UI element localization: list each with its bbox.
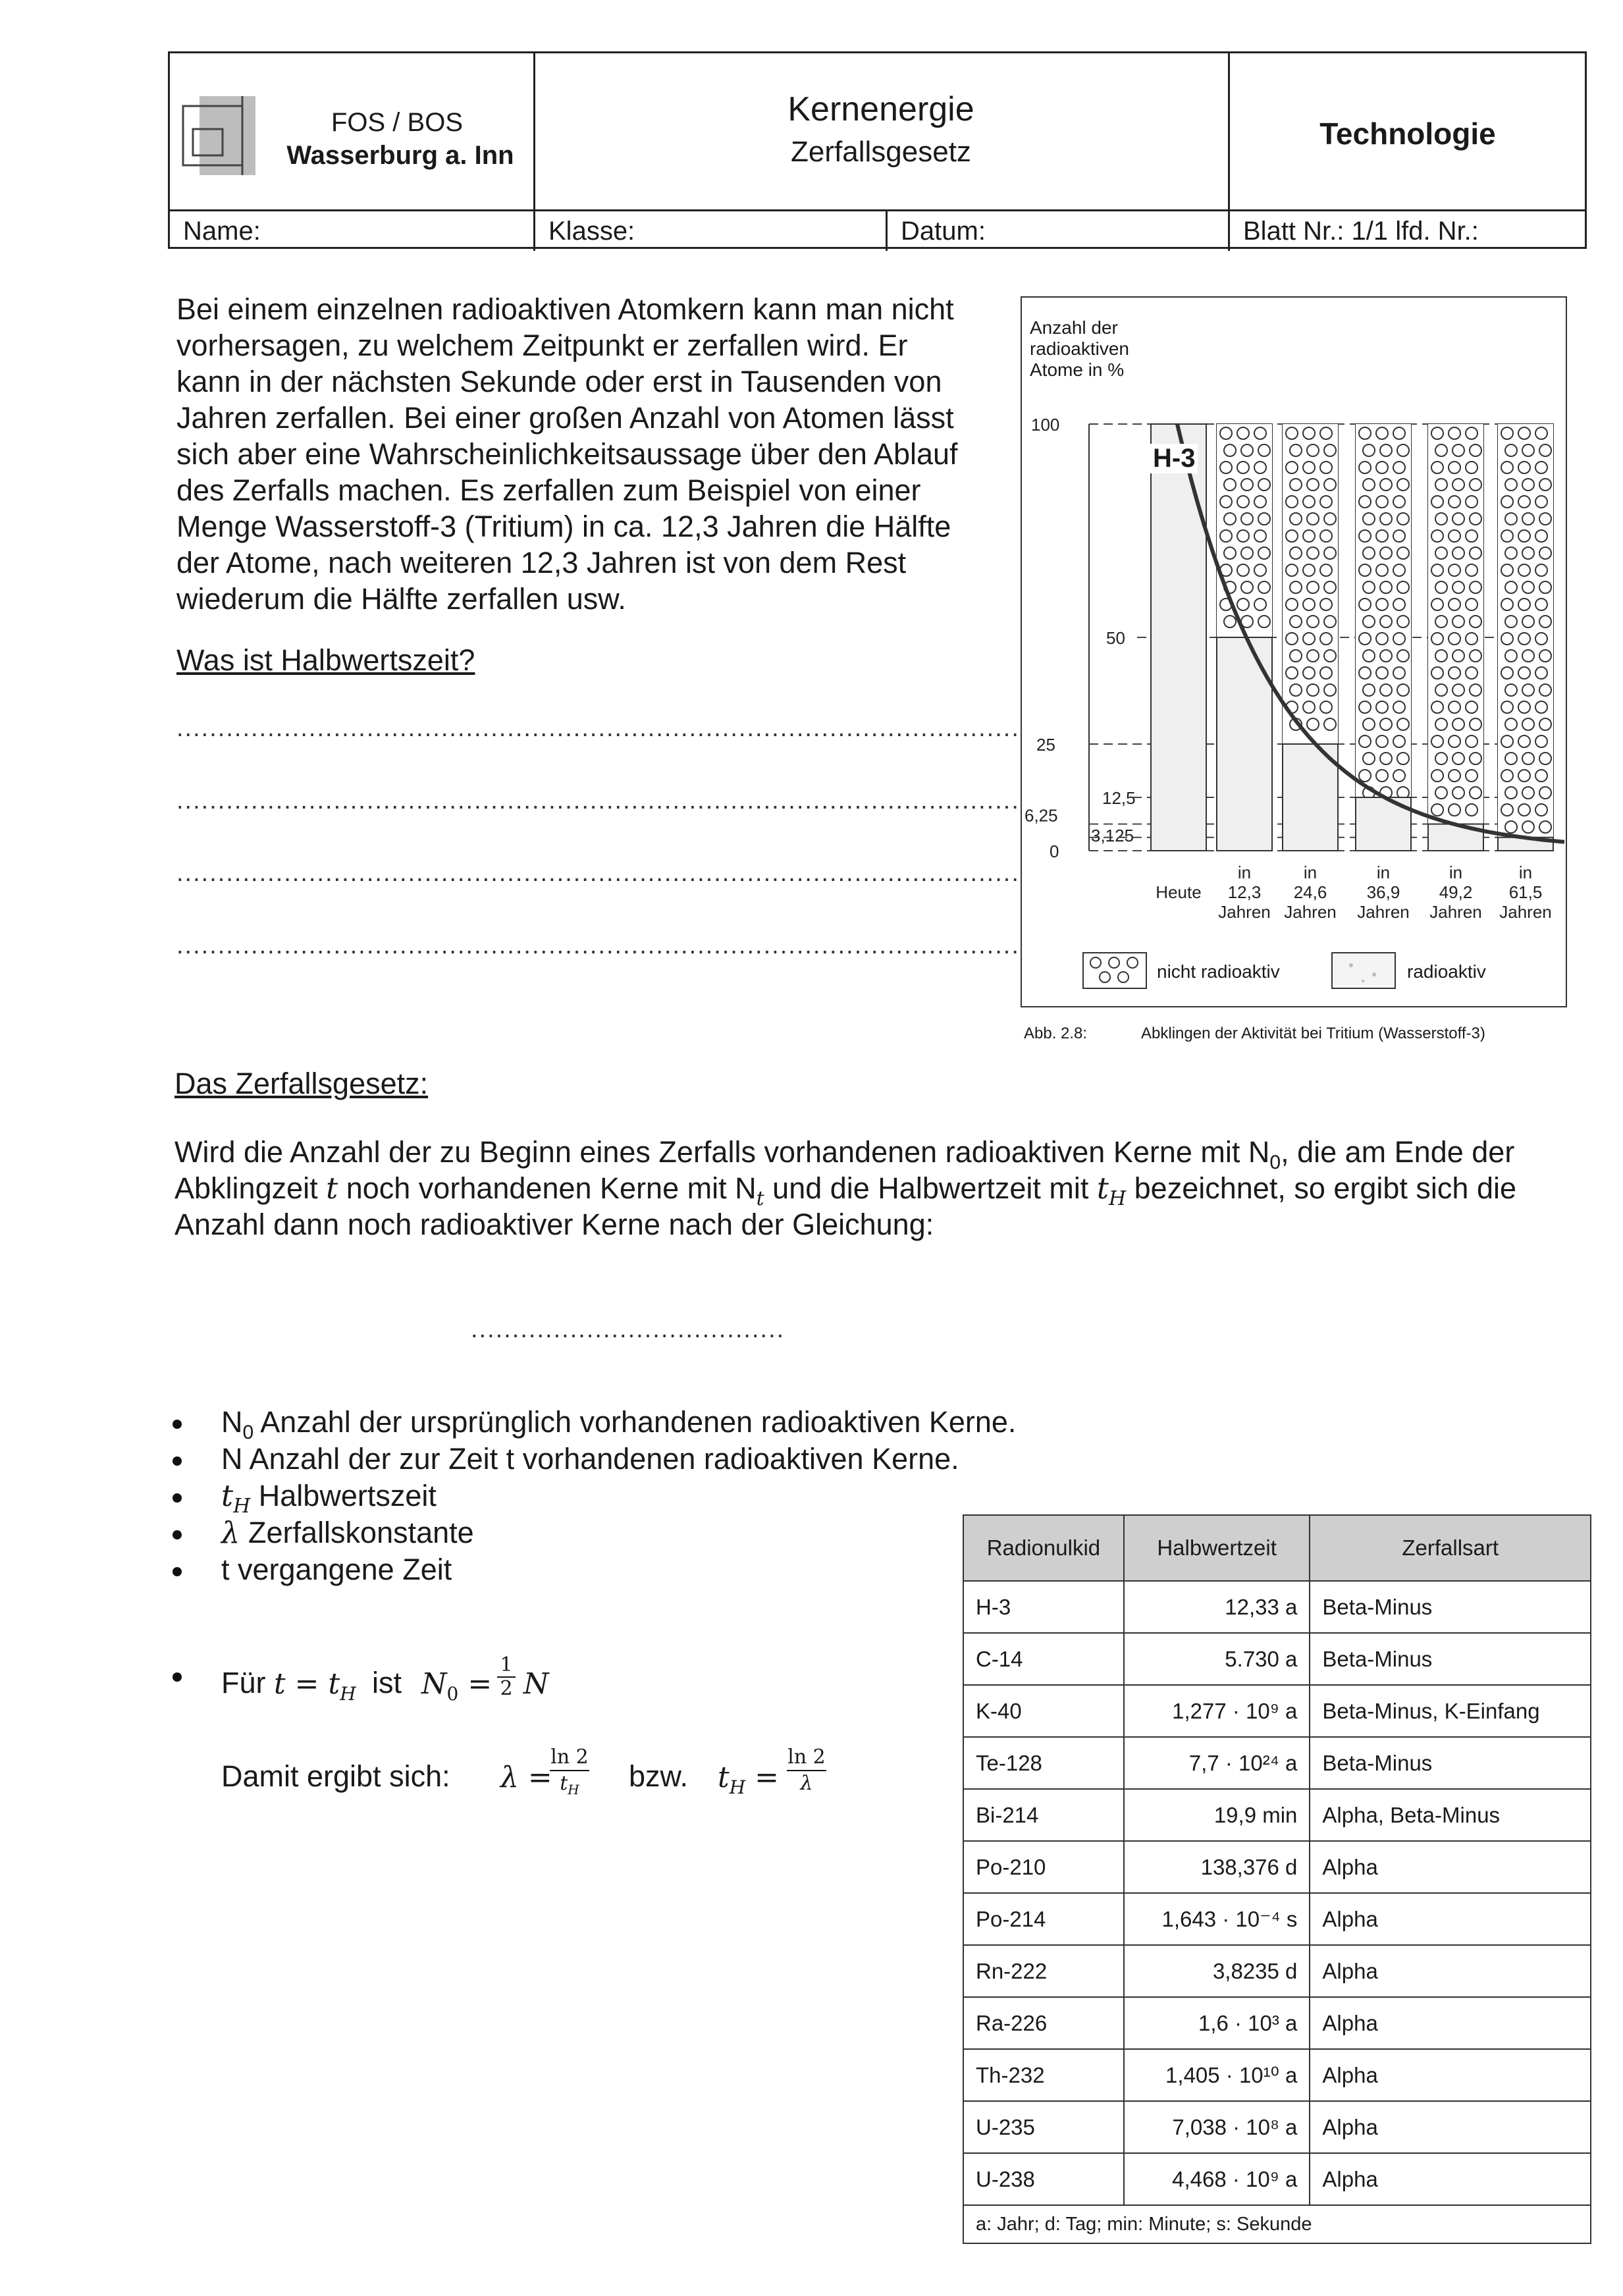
column-header-nuclide: Radionulkid bbox=[963, 1515, 1124, 1581]
x-tick-label: in bbox=[1303, 863, 1317, 882]
fraction-half: 1 2 bbox=[497, 1654, 516, 1700]
table-row: U-235 7,038 · 10⁸ a Alpha bbox=[963, 2101, 1591, 2153]
question-heading: Was ist Halbwertszeit? bbox=[176, 643, 475, 677]
figure-caption-number: Abb. 2.8: bbox=[1024, 1025, 1088, 1042]
bar-radioactive bbox=[1151, 424, 1206, 851]
figure-caption: Abklingen der Aktivität bei Tritium (Wasserstoff-3) bbox=[1141, 1025, 1485, 1042]
subject-cell bbox=[1230, 53, 1585, 209]
bullet-dot-icon bbox=[173, 1456, 182, 1466]
title-cell bbox=[535, 53, 1230, 209]
intro-line: vorhersagen, zu welchem Zeitpunkt er zerfallen wird. Er bbox=[176, 329, 908, 362]
intro-line: kann in der nächsten Sekunde oder erst in Tausenden von bbox=[176, 365, 942, 398]
result-label: Damit ergibt sich: bbox=[221, 1759, 450, 1793]
x-tick-label: Jahren bbox=[1429, 902, 1482, 922]
x-tick-label: in bbox=[1518, 863, 1533, 882]
bullet-n: N Anzahl der zur Zeit t vorhandenen radioaktiven Kerne. bbox=[173, 1441, 959, 1478]
subject-label: Technologie bbox=[1319, 117, 1496, 151]
condition-formula-n-end: N bbox=[523, 1667, 549, 1701]
condition-formula-n: $N_0$ = bbox=[421, 1667, 492, 1705]
condition-label: Für bbox=[221, 1666, 266, 1699]
bzw-label: bzw. bbox=[629, 1759, 689, 1793]
legend-radioactive-icon bbox=[1331, 952, 1396, 989]
isotope-label: H-3 bbox=[1150, 444, 1198, 473]
table-footnote: a: Jahr; d: Tag; min: Minute; s: Sekunde bbox=[963, 2205, 1591, 2243]
table-row: Po-210 138,376 d Alpha bbox=[963, 1841, 1591, 1893]
law-text-line3: Anzahl dann noch radioaktiver Kerne nach der Gleichung: bbox=[174, 1208, 934, 1241]
intro-line: Menge Wasserstoff-3 (Tritium) in ca. 12,3 Jahren die Hälfte bbox=[176, 510, 951, 543]
table-row: Te-128 7,7 · 10²⁴ a Beta-Minus bbox=[963, 1737, 1591, 1789]
x-tick-label: in bbox=[1449, 863, 1463, 882]
x-tick-label: 61,5 bbox=[1508, 882, 1543, 902]
bullet-dot-icon bbox=[173, 1420, 182, 1429]
bullet-t: t vergangene Zeit bbox=[173, 1551, 452, 1588]
table-row: C-14 5.730 a Beta-Minus bbox=[963, 1633, 1591, 1685]
x-tick-label: Jahren bbox=[1218, 902, 1271, 922]
condition-formula-t: $t = t_H$ bbox=[274, 1667, 356, 1705]
table-row: K-40 1,277 · 10⁹ a Beta-Minus, K-Einfang bbox=[963, 1685, 1591, 1737]
x-tick-label: Jahren bbox=[1499, 902, 1552, 922]
y-tick-label: 50 bbox=[1106, 628, 1125, 648]
lambda-fraction: ln 2 $t_H$ bbox=[550, 1745, 589, 1802]
bullet-n0: $N_0$ Anzahl der ursprünglich vorhandenen radioaktiven Kerne. bbox=[173, 1404, 1016, 1451]
decay-chart bbox=[1022, 298, 1566, 956]
lambda-formula: λ = bbox=[500, 1761, 552, 1794]
y-tick-label: 6,25 bbox=[1024, 805, 1058, 826]
intro-line: sich aber eine Wahrscheinlichkeitsaussage über den Ablauf bbox=[176, 437, 958, 471]
school-name-line1: FOS / BOS bbox=[331, 108, 464, 137]
figure-ylabel-line3: Atome in % bbox=[1030, 360, 1125, 380]
answer-line[interactable]: ...................................................................................................... bbox=[176, 859, 1020, 887]
bullet-dot-icon bbox=[173, 1493, 182, 1503]
datum-label: Datum: bbox=[888, 211, 1230, 251]
answer-line[interactable]: ...................................................................................................... bbox=[176, 932, 1020, 959]
condition-ist: ist bbox=[372, 1666, 402, 1699]
blatt-label: Blatt Nr.: 1/1 lfd. Nr.: bbox=[1243, 217, 1479, 246]
page-title: Kernenergie bbox=[787, 90, 974, 128]
bar-nonradioactive bbox=[1498, 424, 1553, 838]
x-tick-label: 49,2 bbox=[1439, 882, 1473, 902]
condition-bullet bbox=[173, 1658, 221, 1692]
table-footnote-row bbox=[963, 2205, 1591, 2243]
law-heading: Das Zerfallsgesetz: bbox=[174, 1067, 429, 1100]
formula-answer-line[interactable]: ...................................... bbox=[471, 1316, 785, 1343]
legend-nonradioactive-label: nicht radioaktiv bbox=[1157, 961, 1280, 982]
table-row: U-238 4,468 · 10⁹ a Alpha bbox=[963, 2153, 1591, 2205]
x-tick-label: in bbox=[1376, 863, 1391, 882]
decay-figure bbox=[1021, 296, 1567, 1007]
legend-radioactive-label: radioaktiv bbox=[1407, 961, 1486, 982]
y-tick-label: 100 bbox=[1031, 415, 1060, 435]
x-tick-label: Jahren bbox=[1357, 902, 1410, 922]
intro-line: Bei einem einzelnen radioaktiven Atomkern kann man nicht bbox=[176, 292, 954, 326]
table-row: Ra-226 1,6 · 10³ a Alpha bbox=[963, 1997, 1591, 2049]
table-row: H-3 12,33 a Beta-Minus bbox=[963, 1581, 1591, 1633]
column-header-halflife: Halbwertzeit bbox=[1124, 1515, 1310, 1581]
x-tick-label: 36,9 bbox=[1366, 882, 1400, 902]
school-name-line2: Wasserburg a. Inn bbox=[286, 141, 514, 170]
x-tick-label: Jahren bbox=[1284, 902, 1337, 922]
column-header-decay: Zerfallsart bbox=[1310, 1515, 1591, 1581]
bullet-th: $t_H$ Halbwertszeit bbox=[173, 1478, 437, 1525]
intro-paragraph bbox=[176, 291, 1006, 617]
y-tick-label: 0 bbox=[1050, 841, 1059, 861]
klasse-label: Klasse: bbox=[535, 211, 888, 251]
table-header-row bbox=[963, 1515, 1591, 1581]
school-cell bbox=[170, 53, 535, 209]
answer-line[interactable]: ...................................................................................................... bbox=[176, 787, 1020, 814]
x-tick-label: in bbox=[1237, 863, 1252, 882]
y-tick-label: 12,5 bbox=[1102, 788, 1136, 808]
intro-line: wiederum die Hälfte zerfallen usw. bbox=[176, 582, 626, 616]
figure-ylabel-line1: Anzahl der bbox=[1030, 317, 1118, 338]
school-logo-icon bbox=[180, 90, 262, 182]
law-text-line2: Abklingzeit t noch vorhandenen Kerne mit $N_t$ und die Halbwertzeit mit $t_H$ bezeichnet, so ergibt sich die bbox=[174, 1171, 1517, 1210]
page-subtitle: Zerfallsgesetz bbox=[791, 136, 971, 168]
bullet-dot-icon bbox=[173, 1672, 182, 1682]
legend-nonradioactive-icon bbox=[1082, 952, 1147, 989]
intro-line: des Zerfalls machen. Es zerfallen zum Beispiel von einer bbox=[176, 473, 921, 507]
y-tick-label: 3,125 bbox=[1091, 825, 1134, 845]
th-fraction: ln 2 λ bbox=[787, 1746, 826, 1795]
table-row: Th-232 1,405 · 10¹⁰ a Alpha bbox=[963, 2049, 1591, 2101]
y-tick-label: 25 bbox=[1036, 735, 1055, 755]
table-row: Rn-222 3,8235 d Alpha bbox=[963, 1945, 1591, 1997]
bullet-dot-icon bbox=[173, 1567, 182, 1576]
bullet-dot-icon bbox=[173, 1530, 182, 1539]
intro-line: der Atome, nach weiteren 12,3 Jahren ist von dem Rest bbox=[176, 546, 907, 579]
header-form-row bbox=[170, 209, 1585, 251]
table-row: Po-214 1,643 · 10⁻⁴ s Alpha bbox=[963, 1893, 1591, 1945]
x-tick-label: 12,3 bbox=[1227, 882, 1262, 902]
figure-ylabel-line2: radioaktiven bbox=[1030, 338, 1129, 359]
bullet-lambda: λ Zerfallskonstante bbox=[173, 1514, 474, 1551]
name-label: Name: bbox=[170, 211, 535, 251]
halflife-table bbox=[963, 1514, 1591, 2244]
intro-line: Jahren zerfallen. Bei einer großen Anzahl von Atomen lässt bbox=[176, 401, 954, 435]
x-tick-label: 24,6 bbox=[1293, 882, 1327, 902]
header-table bbox=[168, 51, 1587, 249]
law-text-line1: Wird die Anzahl der zu Beginn eines Zerfalls vorhandenen radioaktiven Kerne mit $N_0$, die am Ende der bbox=[174, 1135, 1515, 1173]
th-formula: $t_H$ = bbox=[718, 1761, 779, 1798]
x-tick-label: Heute bbox=[1156, 882, 1202, 902]
answer-line[interactable]: ...................................................................................................... bbox=[176, 714, 1020, 742]
table-row: Bi-214 19,9 min Alpha, Beta-Minus bbox=[963, 1789, 1591, 1841]
